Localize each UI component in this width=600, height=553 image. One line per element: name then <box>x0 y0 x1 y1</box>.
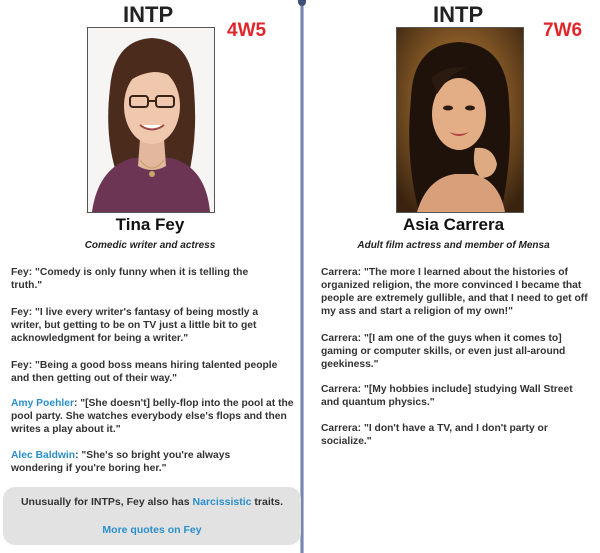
narcissistic-link[interactable]: Narcissistic <box>192 496 252 508</box>
left-wing-label: 4W5 <box>227 20 267 41</box>
note-prefix: Unusually for INTPs, Fey also has <box>20 496 190 508</box>
quote-text: "[She doesn't] belly-flop into the pool at the pool party. She watches everybody else's flops and then writes a play about it." <box>11 398 294 435</box>
quote-speaker: Fey <box>11 267 29 278</box>
note-suffix: traits. <box>254 496 284 508</box>
speaker-link-amy-poehler[interactable]: Amy Poehler <box>11 398 74 409</box>
right-person-role: Adult film actress and member of Mensa <box>357 240 550 251</box>
quote-text: "The more I learned about the histories of organized religion, the more convinced I became that people are extremely gullible, and that I need to get off my ass and start a religion of my own!" <box>321 267 588 317</box>
right-quote: Carrera: "The more I learned about the histories of organized religion, the more convinced I became that people are extremely gullible, and that I need to get off my ass and start a religion of my own!" <box>321 267 588 317</box>
quote-speaker: Carrera <box>321 267 358 278</box>
left-portrait-photo <box>87 27 215 213</box>
quote-text: "[I am one of the guys when it comes to] gaming or computer skills, or even just all-around geekiness." <box>321 333 566 370</box>
left-quote: Fey: "Being a good boss means hiring talented people and then getting out of their way." <box>11 360 278 384</box>
right-wing-label: 7W6 <box>543 20 583 41</box>
left-person-name: Tina Fey <box>115 215 185 234</box>
left-type-label: INTP <box>123 2 174 27</box>
quote-speaker: Carrera <box>321 423 358 434</box>
type-note-box <box>3 487 301 545</box>
right-profile <box>307 0 600 553</box>
right-quote: Carrera: "I don't have a TV, and I don't party or socialize." <box>321 423 548 447</box>
left-quote: Fey: "I live every writer's fantasy of being mostly a writer, but getting to be on TV just a little bit to get acknowledgment for being a writer." <box>11 307 259 344</box>
right-portrait-photo <box>396 27 524 213</box>
quote-speaker: Carrera <box>321 384 358 395</box>
quote-text: "I don't have a TV, and I don't party or socialize." <box>321 423 548 447</box>
quote-text: "[My hobbies include] studying Wall Street and quantum physics." <box>321 384 573 408</box>
type-note <box>3 496 301 508</box>
left-quote: Amy Poehler: "[She doesn't] belly-flop into the pool at the pool party. She watches everybody else's flops and then writes a play about it." <box>11 398 294 435</box>
quote-text: "Being a good boss means hiring talented people and then getting out of their way." <box>11 360 278 384</box>
left-person-role: Comedic writer and actress <box>84 240 216 251</box>
left-quote: Alec Baldwin: "She's so bright you're always wondering if you're boring her." <box>11 450 231 474</box>
quote-text: "Comedy is only funny when it is telling the truth." <box>11 267 249 291</box>
quote-speaker: Fey <box>11 307 29 318</box>
right-person-name: Asia Carrera <box>402 215 505 234</box>
speaker-link-alec-baldwin[interactable]: Alec Baldwin <box>11 450 76 461</box>
right-type-label: INTP <box>433 2 484 27</box>
left-quote: Fey: "Comedy is only funny when it is telling the truth." <box>11 267 249 291</box>
column-divider <box>300 0 304 553</box>
quote-text: "I live every writer's fantasy of being mostly a writer, but getting to be on TV just a little bit to get acknowledgment for being a writer." <box>11 307 259 344</box>
quote-speaker: Fey <box>11 360 29 371</box>
right-quote: Carrera: "[My hobbies include] studying Wall Street and quantum physics." <box>321 384 573 408</box>
quote-speaker: Carrera <box>321 333 358 344</box>
quote-text: "She's so bright you're always wondering if you're boring her." <box>11 450 231 474</box>
more-quotes-link[interactable]: More quotes on Fey <box>102 524 202 536</box>
right-quote: Carrera: "[I am one of the guys when it comes to] gaming or computer skills, or even just all-around geekiness." <box>321 333 566 370</box>
